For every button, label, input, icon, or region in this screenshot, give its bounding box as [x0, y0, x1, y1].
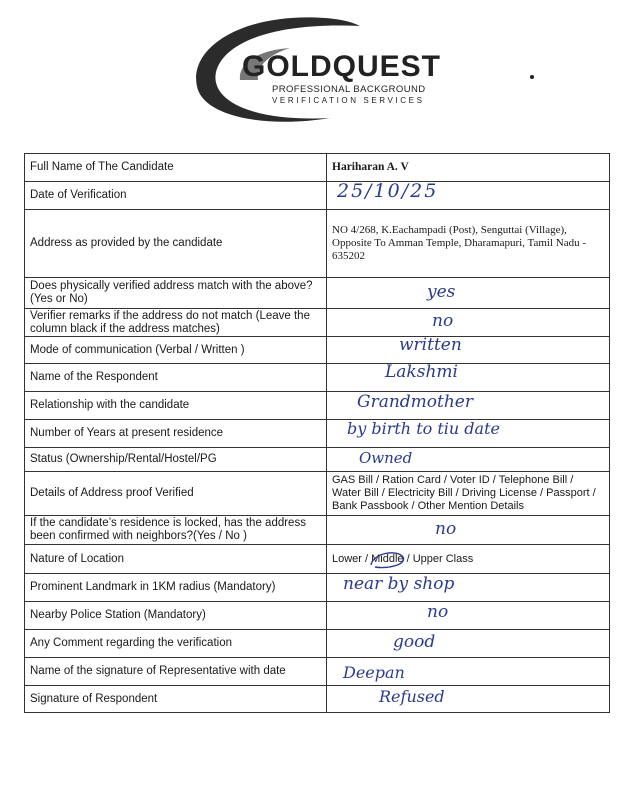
circle-mark-icon: [367, 547, 407, 571]
answer-cell: [327, 392, 610, 420]
answer-cell: [327, 602, 610, 630]
address-proof-options: GAS Bill / Ration Card / Voter ID / Telephone Bill / Water Bill / Electricity Bill / Driving License / Passport / Bank Passbook / Other Mention Details: [332, 474, 596, 512]
brand-tagline: PROFESSIONAL BACKGROUND: [272, 84, 426, 95]
table-row: [25, 182, 610, 210]
question-label: Name of the signature of Representative with date: [25, 658, 327, 686]
answer-cell: [327, 516, 610, 545]
representative-signature: Deepan: [343, 663, 405, 682]
handwritten-answer: Owned: [359, 449, 413, 467]
answer-cell: [327, 210, 610, 278]
question-label: Does physically verified address match with the above? (Yes or No): [25, 278, 327, 309]
respondent-signature: Refused: [379, 687, 445, 706]
question-label: Nature of Location: [25, 545, 327, 574]
question-label: Name of the Respondent: [25, 364, 327, 392]
question-label: Status (Ownership/Rental/Hostel/PG: [25, 448, 327, 472]
handwritten-answer: Lakshmi: [385, 362, 458, 382]
table-row: [25, 392, 610, 420]
handwritten-answer: near by shop: [343, 574, 455, 594]
answer-cell: [327, 337, 610, 364]
candidate-name: Hariharan A. V: [332, 161, 409, 173]
speck: [530, 75, 534, 79]
question-label: Details of Address proof Verified: [25, 472, 327, 516]
table-row: [25, 472, 610, 516]
candidate-address: NO 4/268, K.Eachampadi (Post), Senguttai (Village), Opposite To Amman Temple, Dharamapuri, Tamil Nadu - 635202: [332, 224, 587, 262]
table-row: [25, 545, 610, 574]
handwritten-answer: no: [427, 602, 449, 622]
handwritten-answer: Grandmother: [357, 392, 473, 412]
answer-cell: [327, 686, 610, 713]
question-label: Address as provided by the candidate: [25, 210, 327, 278]
question-label: Date of Verification: [25, 182, 327, 210]
brand-name: GOLDQUEST: [242, 50, 442, 83]
handwritten-answer: written: [399, 335, 462, 355]
table-row: [25, 154, 610, 182]
answer-cell: [327, 472, 610, 516]
question-label: Prominent Landmark in 1KM radius (Mandatory): [25, 574, 327, 602]
question-label: Number of Years at present residence: [25, 420, 327, 448]
answer-cell: [327, 154, 610, 182]
table-row: [25, 309, 610, 337]
answer-cell: [327, 278, 610, 309]
question-label: Nearby Police Station (Mandatory): [25, 602, 327, 630]
table-row: [25, 516, 610, 545]
answer-cell: [327, 182, 610, 210]
question-label: Mode of communication (Verbal / Written ): [25, 337, 327, 364]
table-row: [25, 602, 610, 630]
table-row: [25, 658, 610, 686]
table-row: [25, 364, 610, 392]
answer-cell: [327, 420, 610, 448]
table-row: [25, 278, 610, 309]
handwritten-answer: by birth to tiu date: [347, 419, 500, 438]
answer-cell: [327, 448, 610, 472]
table-row: [25, 448, 610, 472]
question-label: Verifier remarks if the address do not match (Leave the column black if the address matches): [25, 309, 327, 337]
handwritten-answer: good: [393, 632, 436, 652]
location-class-options: Lower / Middle / Upper Class: [332, 552, 474, 565]
question-label: Signature of Respondent: [25, 686, 327, 713]
verification-form-table: [24, 153, 610, 713]
question-label: If the candidate’s residence is locked, has the address been confirmed with neighbors?(Yes / No ): [25, 516, 327, 545]
table-row: [25, 630, 610, 658]
answer-cell: [327, 630, 610, 658]
table-row: [25, 210, 610, 278]
question-label: Full Name of The Candidate: [25, 154, 327, 182]
question-label: Any Comment regarding the verification: [25, 630, 327, 658]
handwritten-date: 25/10/25: [337, 180, 439, 202]
answer-cell: [327, 574, 610, 602]
goldquest-logo: [180, 10, 470, 130]
handwritten-answer: yes: [427, 282, 456, 302]
question-label: Relationship with the candidate: [25, 392, 327, 420]
handwritten-answer: no: [435, 519, 457, 539]
table-row: [25, 574, 610, 602]
answer-cell: [327, 309, 610, 337]
table-row: [25, 686, 610, 713]
brand-subtagline: VERIFICATION SERVICES: [272, 96, 425, 105]
table-row: [25, 420, 610, 448]
answer-cell: [327, 545, 610, 574]
handwritten-answer: no: [432, 311, 454, 331]
table-row: [25, 337, 610, 364]
answer-cell: [327, 658, 610, 686]
answer-cell: [327, 364, 610, 392]
